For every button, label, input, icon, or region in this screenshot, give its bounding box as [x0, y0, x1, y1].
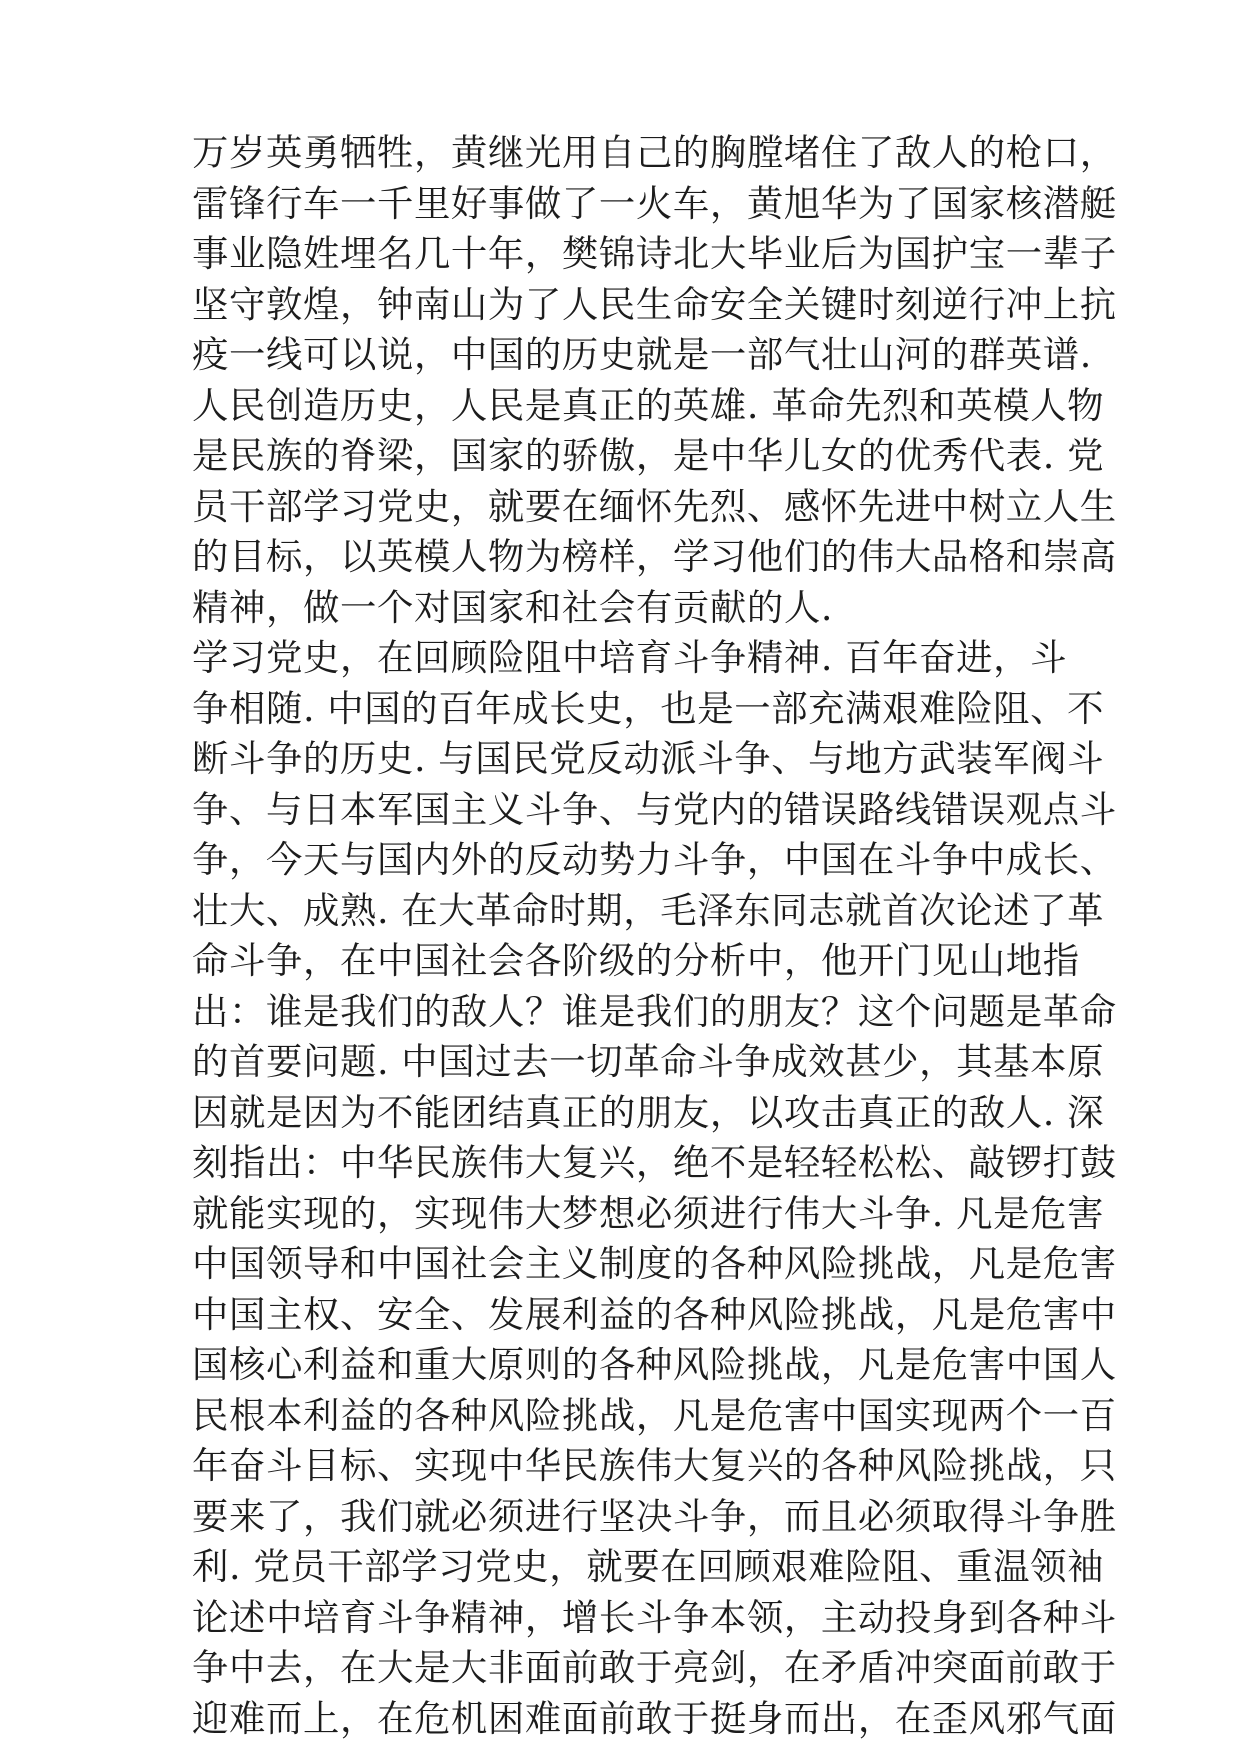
paragraph-line: 就能实现的，实现伟大梦想必须进行伟大斗争. 凡是危害 — [192, 1191, 1105, 1235]
paragraph-line: 论述中培育斗争精神，增长斗争本领，主动投身到各种斗 — [192, 1595, 1117, 1639]
paragraph-heroes — [192, 128, 1117, 633]
paragraph-line: 断斗争的历史. 与国民党反动派斗争、与地方武装军阀斗 — [192, 737, 1105, 780]
paragraph-line: 的首要问题. 中国过去一切革命斗争成效甚少，其基本原 — [192, 1040, 1105, 1083]
paragraph-line: 命斗争，在中国社会各阶级的分析中，他开门见山地指 — [192, 939, 1080, 982]
paragraph-struggle-spirit — [192, 633, 1117, 1744]
paragraph-line: 出：谁是我们的敌人？谁是我们的朋友？这个问题是革命 — [192, 989, 1117, 1033]
paragraph-line: 坚守敦煌，钟南山为了人民生命安全关键时刻逆行冲上抗 — [192, 282, 1117, 326]
paragraph-line: 因就是因为不能团结真正的朋友，以攻击真正的敌人. 深 — [192, 1090, 1105, 1134]
paragraph-line: 刻指出：中华民族伟大复兴，绝不是轻轻松松、敲锣打鼓 — [192, 1141, 1117, 1184]
paragraph-line: 学习党史，在回顾险阻中培育斗争精神. 百年奋进，斗 — [192, 636, 1068, 679]
paragraph-line: 争、与日本军国主义斗争、与党内的错误路线错误观点斗 — [192, 787, 1117, 831]
paragraph-line: 要来了，我们就必须进行坚决斗争，而且必须取得斗争胜 — [192, 1494, 1117, 1538]
paragraph-line: 万岁英勇牺牲，黄继光用自己的胸膛堵住了敌人的枪口， — [192, 131, 1117, 174]
paragraph-line: 疫一线可以说，中国的历史就是一部气壮山河的群英谱. — [192, 333, 1092, 376]
paragraph-line: 事业隐姓埋名几十年，樊锦诗北大毕业后为国护宝一辈子 — [192, 232, 1117, 275]
paragraph-line: 国核心利益和重大原则的各种风险挑战，凡是危害中国人 — [192, 1343, 1117, 1386]
paragraph-line: 争中去，在大是大非面前敢于亮剑，在矛盾冲突面前敢于 — [192, 1646, 1117, 1689]
paragraph-line: 利. 党员干部学习党史，就要在回顾艰难险阻、重温领袖 — [192, 1545, 1105, 1588]
paragraph-line: 民根本利益的各种风险挑战，凡是危害中国实现两个一百 — [192, 1393, 1117, 1437]
paragraph-line: 迎难而上，在危机困难面前敢于挺身而出，在歪风邪气面 — [192, 1696, 1117, 1740]
paragraph-line: 中国主权、安全、发展利益的各种风险挑战，凡是危害中 — [192, 1292, 1117, 1336]
paragraph-line: 是民族的脊梁，国家的骄傲，是中华儿女的优秀代表. 党 — [192, 434, 1105, 477]
paragraph-line: 人民创造历史，人民是真正的英雄. 革命先烈和英模人物 — [192, 383, 1105, 427]
paragraph-line: 精神，做一个对国家和社会有贡献的人. — [192, 585, 834, 629]
paragraph-line: 雷锋行车一千里好事做了一火车，黄旭华为了国家核潜艇 — [192, 181, 1117, 225]
paragraph-line: 的目标，以英模人物为榜样，学习他们的伟大品格和崇高 — [192, 535, 1117, 578]
paragraph-line: 年奋斗目标、实现中华民族伟大复兴的各种风险挑战，只 — [192, 1444, 1117, 1487]
paragraph-line: 争相随. 中国的百年成长史，也是一部充满艰难险阻、不 — [192, 686, 1105, 730]
paragraph-line: 中国领导和中国社会主义制度的各种风险挑战，凡是危害 — [192, 1242, 1117, 1285]
paragraph-line: 员干部学习党史，就要在缅怀先烈、感怀先进中树立人生 — [192, 484, 1117, 528]
paragraph-line: 争，今天与国内外的反动势力斗争，中国在斗争中成长、 — [192, 838, 1117, 881]
paragraph-line: 壮大、成熟. 在大革命时期，毛泽东同志就首次论述了革 — [192, 888, 1105, 932]
